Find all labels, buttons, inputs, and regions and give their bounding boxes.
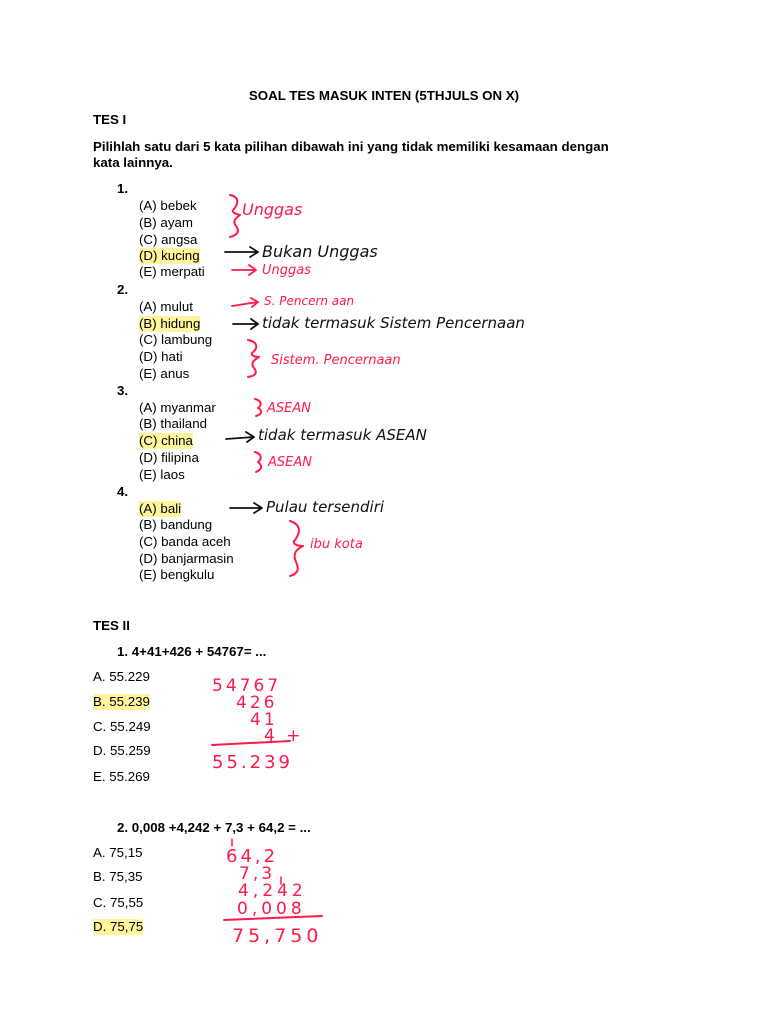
tes2-q2-question: 2. 0,008 +4,242 + 7,3 + 64,2 = ... — [117, 820, 311, 835]
tes1-q3-number: 3. — [117, 383, 129, 398]
tes1-q4-number: 4. — [117, 484, 129, 499]
q1-brace — [230, 195, 240, 237]
tes1-q1-option-e: (E) merpati — [139, 264, 205, 279]
tes1-q1-option-d-highlighted: (D) kucing — [139, 248, 200, 263]
tes2-q2-work-result: 75,750 — [232, 925, 323, 947]
q4-arrow-a — [230, 503, 262, 513]
tes1-q4-option-a-highlighted: (A) bali — [139, 501, 182, 516]
tes1-q2-option-d: (D) hati — [139, 349, 183, 364]
q1-bukan-unggas-label: Bukan Unggas — [262, 242, 378, 261]
q1-arrow-e — [232, 265, 256, 275]
q2-sistem-pencernaan-label: Sistem. Pencernaan — [271, 353, 401, 368]
tes2-q1-option-a: A. 55.229 — [93, 669, 150, 684]
tes2-q1-work-line2: 426 — [236, 693, 278, 713]
q2-arrow-a — [232, 298, 258, 307]
tes1-q1-option-a: (A) bebek — [139, 198, 197, 213]
tes2-q1-work-line4: 4 + — [264, 726, 304, 746]
tes2-heading: TES II — [93, 618, 130, 633]
q3-arrow-c — [226, 432, 254, 442]
q4-brace — [290, 521, 303, 576]
tes2-q1-sum-line — [212, 741, 290, 745]
q3-brace-de — [255, 452, 261, 472]
tes1-q3-option-d: (D) filipina — [139, 450, 199, 465]
q1-unggas-e-label: Unggas — [262, 263, 311, 278]
q3-brace-a — [255, 399, 261, 416]
q2-tidak-termasuk-label: tidak termasuk Sistem Pencernaan — [262, 314, 525, 332]
tes2-q1-option-e: E. 55.269 — [93, 769, 150, 784]
q4-pulau-tersendiri-label: Pulau tersendiri — [266, 498, 385, 516]
tes1-instruction-line1: Pilihlah satu dari 5 kata pilihan dibawah ini yang tidak memiliki kesamaan dengan — [93, 139, 609, 154]
tes2-q1-work-result: 55.239 — [212, 752, 293, 773]
tes1-q4-option-c: (C) banda aceh — [139, 534, 231, 549]
tes2-q2-option-b: B. 75,35 — [93, 869, 143, 884]
q3-asean-label-de: ASEAN — [268, 455, 312, 470]
q2-brace — [248, 340, 259, 377]
q3-asean-label-a: ASEAN — [267, 401, 311, 416]
tes1-q2-option-a: (A) mulut — [139, 299, 193, 314]
q3-tidak-termasuk-label: tidak termasuk ASEAN — [258, 426, 427, 444]
tes2-q2-option-d-highlighted: D. 75,75 — [93, 919, 144, 934]
tes1-q2-option-e: (E) anus — [139, 366, 190, 381]
tes1-q4-option-d: (D) banjarmasin — [139, 551, 234, 566]
tes2-q2-work-line3: 4,242 — [238, 881, 307, 901]
document-title: SOAL TES MASUK INTEN (5THJULS ON X) — [248, 88, 520, 103]
tes1-q2-option-c: (C) lambung — [139, 332, 213, 347]
tes2-q1-work-line3: 41 — [250, 710, 278, 730]
tes1-heading: TES I — [93, 112, 127, 127]
tes2-q2-sum-line — [224, 916, 322, 920]
tes1-q2-option-b-highlighted: (B) hidung — [139, 316, 201, 331]
tes2-q1-question: 1. 4+41+426 + 54767= ... — [117, 644, 267, 659]
tes1-q4-option-b: (B) bandung — [139, 517, 213, 532]
tes1-q3-option-b: (B) thailand — [139, 416, 207, 431]
tes1-q1-number: 1. — [117, 181, 129, 196]
q4-ibu-kota-label: ibu kota — [310, 537, 363, 552]
tes2-q1-work-line1: 54767 — [212, 676, 282, 696]
tes2-q2-work-line4: 0,008 — [237, 899, 306, 919]
tes1-instruction-line2: kata lainnya. — [93, 155, 173, 170]
tes1-q4-option-e: (E) bengkulu — [139, 567, 215, 582]
tes2-q2-option-a: A. 75,15 — [93, 845, 143, 860]
q2-arrow-b — [233, 319, 258, 329]
tes1-q1-option-c: (C) angsa — [139, 232, 198, 247]
tes1-q1-option-b: (B) ayam — [139, 215, 193, 230]
tes1-q2-number: 2. — [117, 282, 129, 297]
tes2-q2-work-line2: 7,3 — [239, 864, 276, 884]
tes1-q3-option-e: (E) laos — [139, 467, 185, 482]
tes2-q1-option-c: C. 55.249 — [93, 719, 151, 734]
q2-pencernaan-label: S. Pencern aan — [264, 294, 355, 308]
tes2-q1-option-b-highlighted: B. 55.239 — [93, 694, 150, 709]
q1-unggas-group-label: Unggas — [242, 200, 303, 219]
tes2-q2-work-line1: 64,2 — [226, 846, 279, 867]
tes1-q3-option-c-highlighted: (C) china — [139, 433, 193, 448]
tes2-q2-option-c: C. 75,55 — [93, 895, 144, 910]
q1-arrow-d — [225, 247, 258, 257]
tes1-q3-option-a: (A) myanmar — [139, 400, 216, 415]
tes2-q1-option-d: D. 55.259 — [93, 743, 151, 758]
